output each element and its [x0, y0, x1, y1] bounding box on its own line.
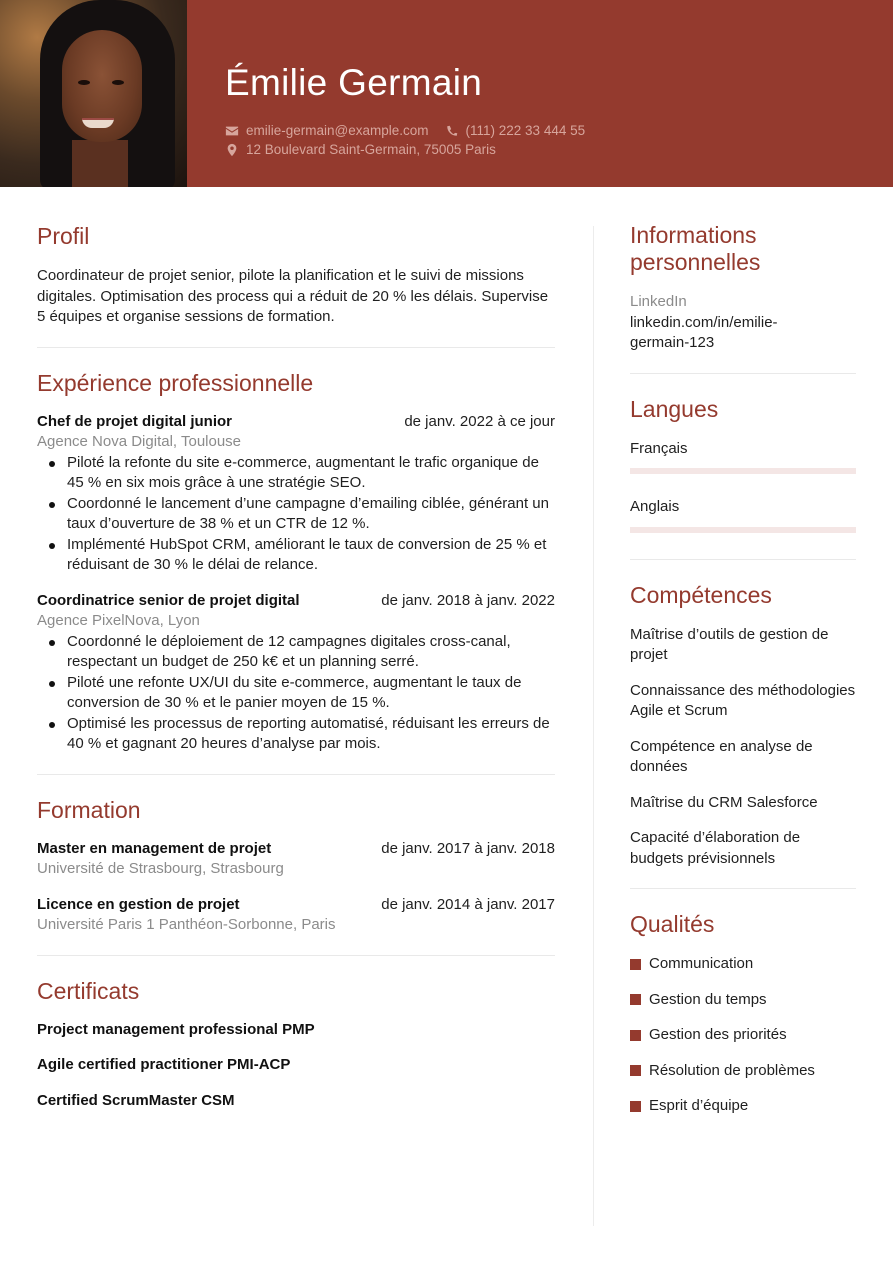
quality-item: [630, 954, 856, 975]
main-column: [37, 222, 555, 1126]
quality-label: Gestion des priorités: [649, 1026, 787, 1043]
company-name: Agence PixelNova, Lyon: [37, 612, 200, 629]
column-divider: [593, 226, 594, 1226]
qualities-section: [630, 910, 856, 1117]
profile-photo: [0, 0, 187, 187]
section-title-certificates: Certificats: [37, 977, 140, 1004]
experience-entry-header: [37, 591, 555, 612]
certificate-item: Agile certified practitioner PMI-ACP: [37, 1056, 291, 1073]
achievement-list: [37, 453, 555, 576]
section-title-education: Formation: [37, 796, 141, 823]
education-section: [37, 796, 555, 936]
resume-header: [0, 0, 893, 187]
achievement-item: Coordonné le lancement d’une campagne d’emailing ciblée, générant un taux d’ouverture de 38 % et un CTR de 12 %.: [37, 494, 555, 535]
quality-label: Gestion du temps: [649, 990, 767, 1008]
experience-entry-header: [37, 412, 555, 433]
square-bullet-icon: [630, 959, 641, 970]
degree-title: Master en management de projet: [37, 839, 272, 857]
skill-item: Connaissance des méthodologies Agile et Scrum: [630, 681, 856, 719]
languages-section: [630, 395, 856, 533]
education-entry-header: [37, 839, 555, 860]
school-name: Université de Strasbourg, Strasbourg: [37, 860, 284, 877]
company-name: Agence Nova Digital, Toulouse: [37, 433, 242, 450]
job-dates: de janv. 2018 à janv. 2022: [381, 591, 555, 609]
achievement-item: Coordonné le déploiement de 12 campagnes digitales cross-canal, respectant un budget de 250 k€ et un planning serré.: [37, 632, 555, 673]
square-bullet-icon: [630, 1065, 641, 1076]
quality-label: Communication: [649, 955, 754, 972]
section-divider: [630, 888, 856, 889]
skill-item: Compétence en analyse de données: [630, 737, 813, 775]
phone-text: (111) 222 33 444 55: [465, 123, 586, 138]
section-title-experience: Expérience professionnelle: [37, 369, 314, 396]
envelope-icon: [225, 124, 239, 138]
section-title-skills: Compétences: [630, 581, 772, 608]
phone-icon: [445, 124, 459, 138]
square-bullet-icon: [630, 1101, 641, 1112]
language-item: [630, 497, 856, 533]
language-item: [630, 439, 856, 475]
skill-list: [630, 625, 856, 870]
quality-label: Esprit d’équipe: [649, 1097, 749, 1114]
quality-label: Résolution de problèmes: [649, 1061, 815, 1079]
degree-dates: de janv. 2014 à janv. 2017: [381, 895, 555, 913]
language-name: Français: [630, 439, 688, 457]
phone-contact[interactable]: [445, 123, 586, 138]
profile-summary: Coordinateur de projet senior, pilote la planification et le suivi de missions digitales. Optimisation des process qui a réduit de 20 % les délais. Supervise 5 équipes et organise sessions de formation.: [37, 267, 549, 325]
certificate-list: [37, 1020, 555, 1112]
quality-item: [630, 1096, 856, 1117]
skills-section: [630, 581, 856, 870]
language-level-fill: [630, 468, 856, 474]
email-contact[interactable]: [225, 123, 429, 138]
section-divider: [630, 559, 856, 560]
skill-item: Capacité d’élaboration de budgets prévisionnels: [630, 829, 801, 867]
achievement-item: Implémenté HubSpot CRM, améliorant le taux de conversion de 25 % et réduisant de 30 % le délai de relance.: [37, 535, 555, 576]
achievement-item: Piloté une refonte UX/UI du site e-commerce, augmentant le taux de conversion de 30 % et le panier moyen de 15 %.: [37, 673, 555, 714]
certificate-item: Project management professional PMP: [37, 1020, 315, 1038]
skill-item: Maîtrise d’outils de gestion de projet: [630, 625, 829, 663]
candidate-name: Émilie Germain: [225, 62, 483, 103]
section-title-personal-info: Informations personnelles: [630, 222, 761, 275]
linkedin-link[interactable]: linkedin.com/in/emilie-germain-123: [630, 313, 778, 351]
school-name: Université Paris 1 Panthéon-Sorbonne, Paris: [37, 916, 336, 933]
personal-info-section: [630, 222, 856, 354]
certificate-item: Certified ScrumMaster CSM: [37, 1091, 235, 1109]
section-divider: [37, 955, 555, 956]
address-text: 12 Boulevard Saint-Germain, 75005 Paris: [246, 142, 496, 157]
degree-title: Licence en gestion de projet: [37, 895, 240, 913]
photo-eye-left: [78, 80, 90, 85]
quality-item: [630, 990, 856, 1011]
language-name: Anglais: [630, 498, 680, 515]
achievement-item: Optimisé les processus de reporting automatisé, réduisant les erreurs de 40 % et gagnant 20 heures d’analyse par mois.: [37, 714, 555, 755]
section-title-qualities: Qualités: [630, 911, 715, 937]
photo-neck: [72, 140, 128, 187]
photo-smile: [82, 118, 114, 128]
square-bullet-icon: [630, 1030, 641, 1041]
quality-item: [630, 1025, 856, 1046]
certificates-section: [37, 977, 555, 1112]
job-title: Coordinatrice senior de projet digital: [37, 591, 300, 609]
section-title-profile: Profil: [37, 223, 90, 249]
education-entry: [37, 839, 555, 880]
section-divider: [37, 347, 555, 348]
section-divider: [630, 373, 856, 374]
achievement-item: Piloté la refonte du site e-commerce, augmentant le trafic organique de 45 % en six mois grâce à une stratégie SEO.: [37, 453, 555, 494]
degree-dates: de janv. 2017 à janv. 2018: [381, 839, 555, 857]
contact-info: [225, 121, 601, 159]
language-level-bar: [630, 527, 856, 533]
education-entry-header: [37, 895, 555, 916]
contact-row-2: [225, 140, 601, 159]
quality-list: [630, 954, 856, 1117]
section-divider: [37, 774, 555, 775]
contact-row-1: [225, 121, 601, 140]
language-level-bar: [630, 468, 856, 474]
sidebar-column: [630, 222, 856, 1132]
job-dates: de janv. 2022 à ce jour: [404, 412, 555, 430]
linkedin-label: LinkedIn: [630, 293, 687, 310]
quality-item: [630, 1061, 856, 1082]
address-contact: [225, 142, 496, 157]
experience-section: [37, 369, 555, 755]
experience-entry: [37, 591, 555, 755]
experience-entry: [37, 412, 555, 576]
profile-section: [37, 222, 555, 328]
map-pin-icon: [225, 143, 239, 157]
education-entry: [37, 895, 555, 936]
achievement-list: [37, 632, 555, 755]
square-bullet-icon: [630, 994, 641, 1005]
job-title: Chef de projet digital junior: [37, 412, 232, 430]
photo-eye-right: [112, 80, 124, 85]
skill-item: Maîtrise du CRM Salesforce: [630, 793, 818, 811]
email-text: emilie-germain@example.com: [246, 123, 429, 138]
language-level-fill: [630, 527, 856, 533]
section-title-languages: Langues: [630, 395, 719, 422]
